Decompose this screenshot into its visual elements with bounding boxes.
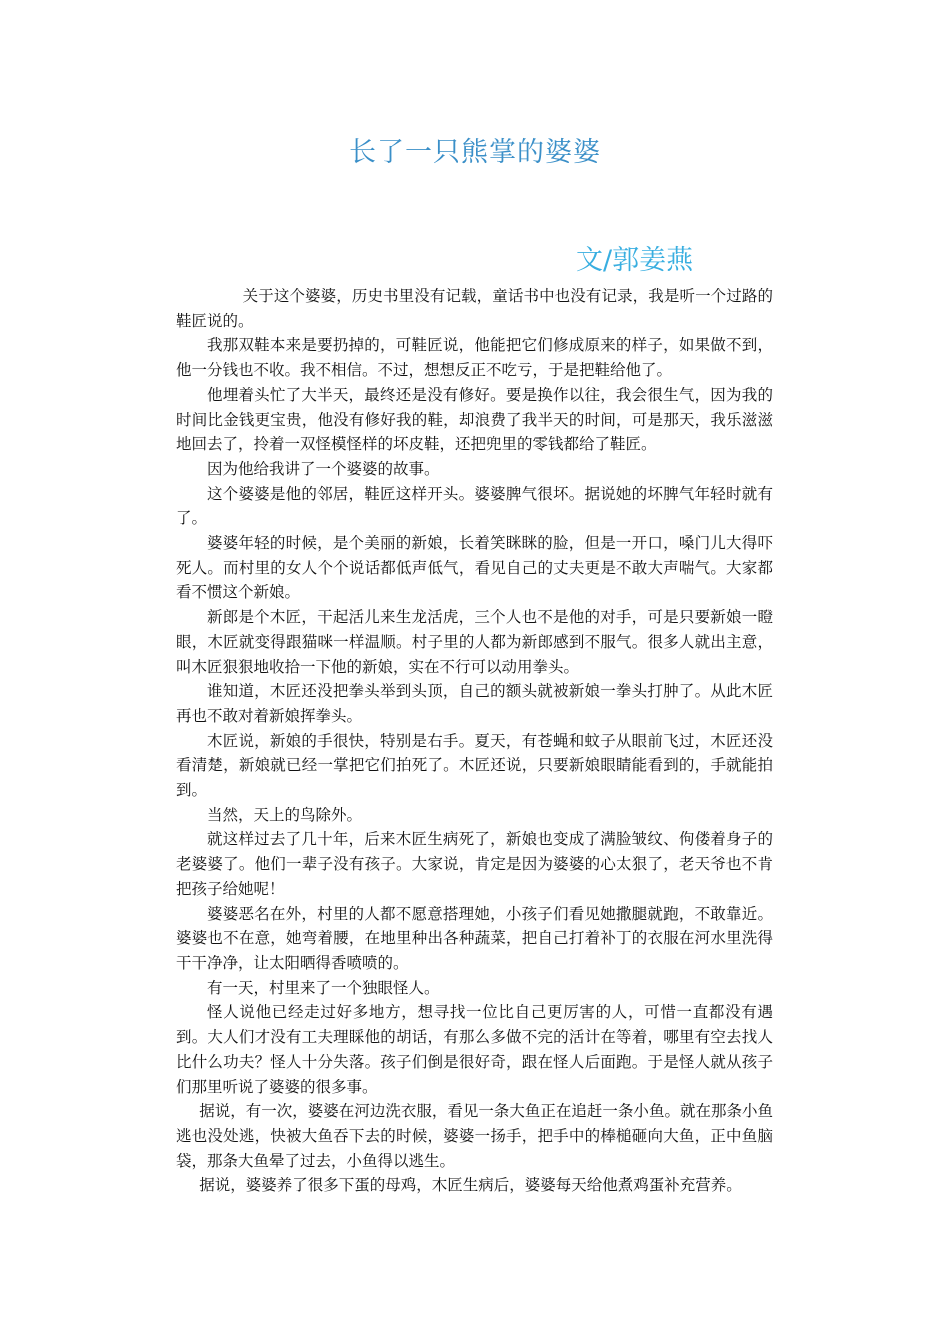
paragraph: 就这样过去了几十年，后来木匠生病死了，新娘也变成了满脸皱纹、佝偻着身子的老婆婆了。他们一辈子没有孩子。大家说，肯定是因为婆婆的心太狠了，老天爷也不肯把孩子给她呢！ (176, 830, 773, 898)
paragraph: 当然，天上的鸟除外。 (207, 805, 363, 824)
article-body (176, 284, 773, 1198)
paragraph: 这个婆婆是他的邻居，鞋匠这样开头。婆婆脾气很坏。据说她的坏脾气年轻时就有了。 (176, 484, 773, 528)
author-byline: 文/郭姜燕 (576, 245, 694, 276)
paragraph: 关于这个婆婆，历史书里没有记载，童话书中也没有记录，我是听一个过路的鞋匠说的。 (176, 287, 773, 330)
paragraph: 因为他给我讲了一个婆婆的故事。 (207, 459, 440, 478)
paragraph: 有一天，村里来了一个独眼怪人。 (207, 978, 440, 997)
paragraph: 新郎是个木匠，干起活儿来生龙活虎，三个人也不是他的对手，可是只要新娘一瞪眼，木匠就变得跟猫咪一样温顺。村子里的人都为新郎感到不服气。很多人就出主意，叫木匠狠狠地收拾一下他的新娘，实在不行可以动用拳头。 (176, 608, 773, 676)
document-title: 长了一只熊掌的婆婆 (349, 137, 601, 168)
paragraph: 他埋着头忙了大半天，最终还是没有修好。要是换作以往，我会很生气，因为我的时间比金钱更宝贵，他没有修好我的鞋，却浪费了我半天的时间，可是那天，我乐滋滋地回去了，拎着一双怪模怪样的坏皮鞋，还把兜里的零钱都给了鞋匠。 (176, 385, 773, 454)
paragraph: 怪人说他已经走过好多地方，想寻找一位比自己更厉害的人，可惜一直都没有遇到。大人们才没有工夫理睬他的胡话，有那么多做不完的活计在等着，哪里有空去找人比什么功夫？怪人十分失落。孩子们倒是很好奇，跟在怪人后面跑。于是怪人就从孩子们那里听说了婆婆的很多事。 (176, 1003, 773, 1096)
paragraph: 婆婆恶名在外，村里的人都不愿意搭理她，小孩子们看见她撒腿就跑，不敢靠近。婆婆也不在意，她弯着腰，在地里种出各种蔬菜，把自己打着补丁的衣服在河水里洗得干干净净，让太阳晒得香喷喷的。 (176, 904, 773, 972)
paragraph: 婆婆年轻的时候，是个美丽的新娘，长着笑眯眯的脸，但是一开口，嗓门儿大得吓死人。而村里的女人个个说话都低声低气，看见自己的丈夫更是不敢大声喘气。大家都看不惯这个新娘。 (176, 534, 773, 602)
paragraph: 据说，有一次，婆婆在河边洗衣服，看见一条大鱼正在追赶一条小鱼。就在那条小鱼逃也没处逃，快被大鱼吞下去的时候，婆婆一扬手，把手中的棒槌砸向大鱼，正中鱼脑袋，那条大鱼晕了过去，小鱼得以逃生。 (176, 1102, 773, 1170)
paragraph: 我那双鞋本来是要扔掉的，可鞋匠说，他能把它们修成原来的样子，如果做不到，他一分钱也不收。我不相信。不过，想想反正不吃亏，于是把鞋给他了。 (176, 336, 773, 380)
paragraph: 据说，婆婆养了很多下蛋的母鸡，木匠生病后，婆婆每天给他煮鸡蛋补充营养。 (199, 1176, 742, 1195)
paragraph: 谁知道，木匠还没把拳头举到头顶，自己的额头就被新娘一拳头打肿了。从此木匠再也不敢对着新娘挥拳头。 (176, 682, 773, 725)
paragraph: 木匠说，新娘的手很快，特别是右手。夏天，有苍蝇和蚊子从眼前飞过，木匠还没看清楚，新娘就已经一掌把它们拍死了。木匠还说，只要新娘眼睛能看到的，手就能拍到。 (176, 731, 773, 800)
